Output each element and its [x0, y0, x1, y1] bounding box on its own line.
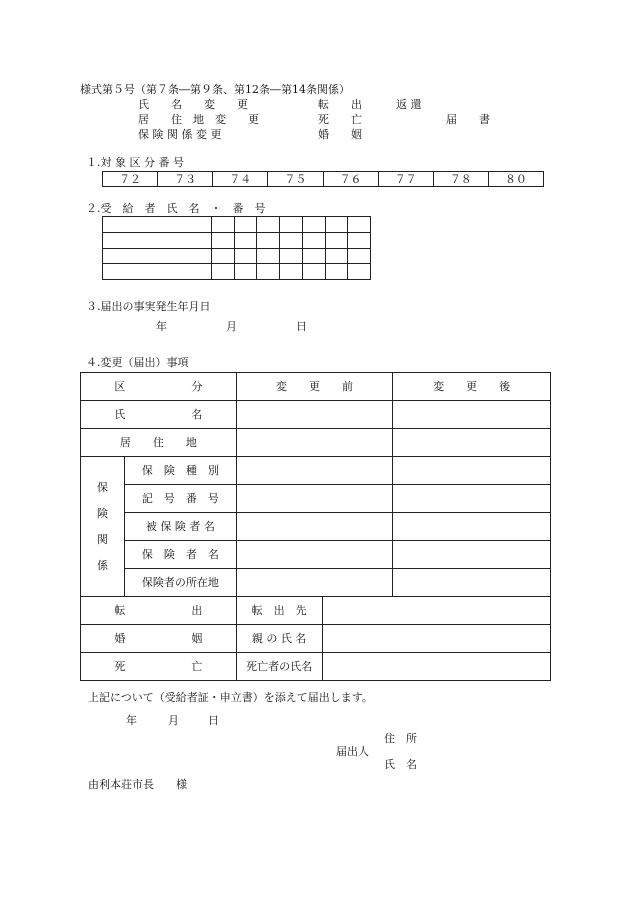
change-table	[80, 372, 551, 681]
number-cell[interactable]	[280, 248, 303, 264]
recipient-name-cell[interactable]	[103, 264, 212, 280]
number-cell[interactable]	[257, 217, 280, 233]
number-cell[interactable]	[234, 232, 257, 248]
insurance-type-after-cell[interactable]	[393, 457, 551, 485]
type-insurance-change: 保 険 関 係 変 更	[138, 128, 222, 141]
insurance-group-char: 険	[96, 506, 108, 520]
row-label-address: 居 住 地	[81, 429, 237, 457]
row-label-death: 死 亡	[81, 653, 237, 681]
number-cell[interactable]	[302, 264, 325, 280]
number-cell[interactable]	[280, 264, 303, 280]
row-label-deceased-name: 死亡者の氏名	[236, 653, 322, 681]
row-label-parent-name: 親 の 氏 名	[236, 625, 322, 653]
type-death: 死 亡	[318, 113, 362, 126]
submit-month-label: 月	[168, 714, 179, 727]
notifier-label: 届出人	[336, 745, 369, 758]
code-table	[102, 171, 544, 187]
recipient-name-cell[interactable]	[103, 217, 212, 233]
number-cell[interactable]	[257, 264, 280, 280]
code-cell[interactable]: ８０	[488, 172, 543, 187]
deceased-name-cell[interactable]	[322, 653, 550, 681]
submit-year-label: 年	[126, 714, 137, 727]
number-cell[interactable]	[257, 232, 280, 248]
address-label: 住 所	[384, 732, 417, 745]
transfer-dest-cell[interactable]	[322, 597, 550, 625]
row-label-transfer-dest: 転 出 先	[236, 597, 322, 625]
insurer-address-after-cell[interactable]	[393, 569, 551, 597]
insured-name-before-cell[interactable]	[236, 513, 393, 541]
row-label-insurance-type: 保 険 種 別	[124, 457, 236, 485]
address-after-cell[interactable]	[393, 429, 551, 457]
number-cell[interactable]	[234, 264, 257, 280]
insurance-group-label	[81, 457, 125, 597]
col-header-before: 変 更 前	[236, 373, 393, 401]
number-cell[interactable]	[234, 217, 257, 233]
insured-name-after-cell[interactable]	[393, 513, 551, 541]
number-cell[interactable]	[234, 248, 257, 264]
number-cell[interactable]	[325, 248, 348, 264]
number-cell[interactable]	[280, 217, 303, 233]
type-return: 返 還	[396, 98, 422, 111]
number-cell[interactable]	[212, 217, 235, 233]
type-notification: 届 書	[446, 113, 490, 126]
code-cell[interactable]: ７６	[323, 172, 378, 187]
code-cell[interactable]: ７４	[213, 172, 268, 187]
section1-title: １.対 象 区 分 番 号	[86, 156, 184, 169]
code-cell[interactable]: ７７	[378, 172, 433, 187]
symbol-number-after-cell[interactable]	[393, 485, 551, 513]
code-cell[interactable]: ７５	[268, 172, 323, 187]
name-after-cell[interactable]	[393, 401, 551, 429]
type-marriage: 婚 姻	[318, 128, 362, 141]
insurer-name-after-cell[interactable]	[393, 541, 551, 569]
insurance-group-char: 保	[96, 480, 108, 494]
recipient-table	[102, 216, 371, 280]
number-cell[interactable]	[325, 264, 348, 280]
col-header-after: 変 更 後	[393, 373, 551, 401]
type-name-change: 氏 名 変 更	[138, 98, 248, 111]
code-cell[interactable]: ７２	[103, 172, 158, 187]
recipient-name-cell[interactable]	[103, 248, 212, 264]
insurer-name-before-cell[interactable]	[236, 541, 393, 569]
row-label-insured-name: 被 保 険 者 名	[124, 513, 236, 541]
code-cell[interactable]: ７８	[433, 172, 488, 187]
parent-name-cell[interactable]	[322, 625, 550, 653]
section3-title: ３.届出の事実発生年月日	[86, 300, 211, 313]
insurance-group-char: 係	[96, 558, 108, 572]
insurance-group-char: 関	[96, 532, 108, 546]
symbol-number-before-cell[interactable]	[236, 485, 393, 513]
row-label-name: 氏 名	[81, 401, 237, 429]
number-cell[interactable]	[257, 248, 280, 264]
type-address-change: 居 住 地 変 更	[138, 113, 259, 126]
row-label-symbol-number: 記 号 番 号	[124, 485, 236, 513]
number-cell[interactable]	[212, 232, 235, 248]
number-cell[interactable]	[348, 264, 371, 280]
form-number: 様式第５号（第７条―第９条、第12条―第14条関係）	[80, 83, 350, 96]
insurance-type-before-cell[interactable]	[236, 457, 393, 485]
type-transfer: 転 出	[318, 98, 362, 111]
row-label-marriage: 婚 姻	[81, 625, 237, 653]
submit-day-label: 日	[208, 714, 219, 727]
number-cell[interactable]	[325, 217, 348, 233]
recipient-name-cell[interactable]	[103, 232, 212, 248]
number-cell[interactable]	[280, 232, 303, 248]
number-cell[interactable]	[348, 217, 371, 233]
number-cell[interactable]	[348, 232, 371, 248]
row-label-insurer-name: 保 険 者 名	[124, 541, 236, 569]
statement-text: 上記について（受給者証・申立書）を添えて届出します。	[88, 691, 373, 704]
number-cell[interactable]	[212, 264, 235, 280]
name-before-cell[interactable]	[236, 401, 393, 429]
col-header-category: 区 分	[81, 373, 237, 401]
number-cell[interactable]	[302, 217, 325, 233]
number-cell[interactable]	[212, 248, 235, 264]
event-month-label: 月	[226, 320, 237, 333]
number-cell[interactable]	[325, 232, 348, 248]
event-day-label: 日	[296, 320, 307, 333]
number-cell[interactable]	[348, 248, 371, 264]
number-cell[interactable]	[302, 248, 325, 264]
event-year-label: 年	[156, 320, 167, 333]
address-before-cell[interactable]	[236, 429, 393, 457]
row-label-transfer: 転 出	[81, 597, 237, 625]
addressee: 由利本荘市長 様	[88, 778, 187, 791]
section4-title: ４.変更（届出）事項	[86, 356, 189, 369]
section2-title: ２.受 給 者 氏 名 ・ 番 号	[86, 202, 266, 215]
row-label-insurer-address: 保険者の所在地	[124, 569, 236, 597]
insurer-address-before-cell[interactable]	[236, 569, 393, 597]
number-cell[interactable]	[302, 232, 325, 248]
name-label: 氏 名	[384, 758, 417, 771]
code-cell[interactable]: ７３	[158, 172, 213, 187]
